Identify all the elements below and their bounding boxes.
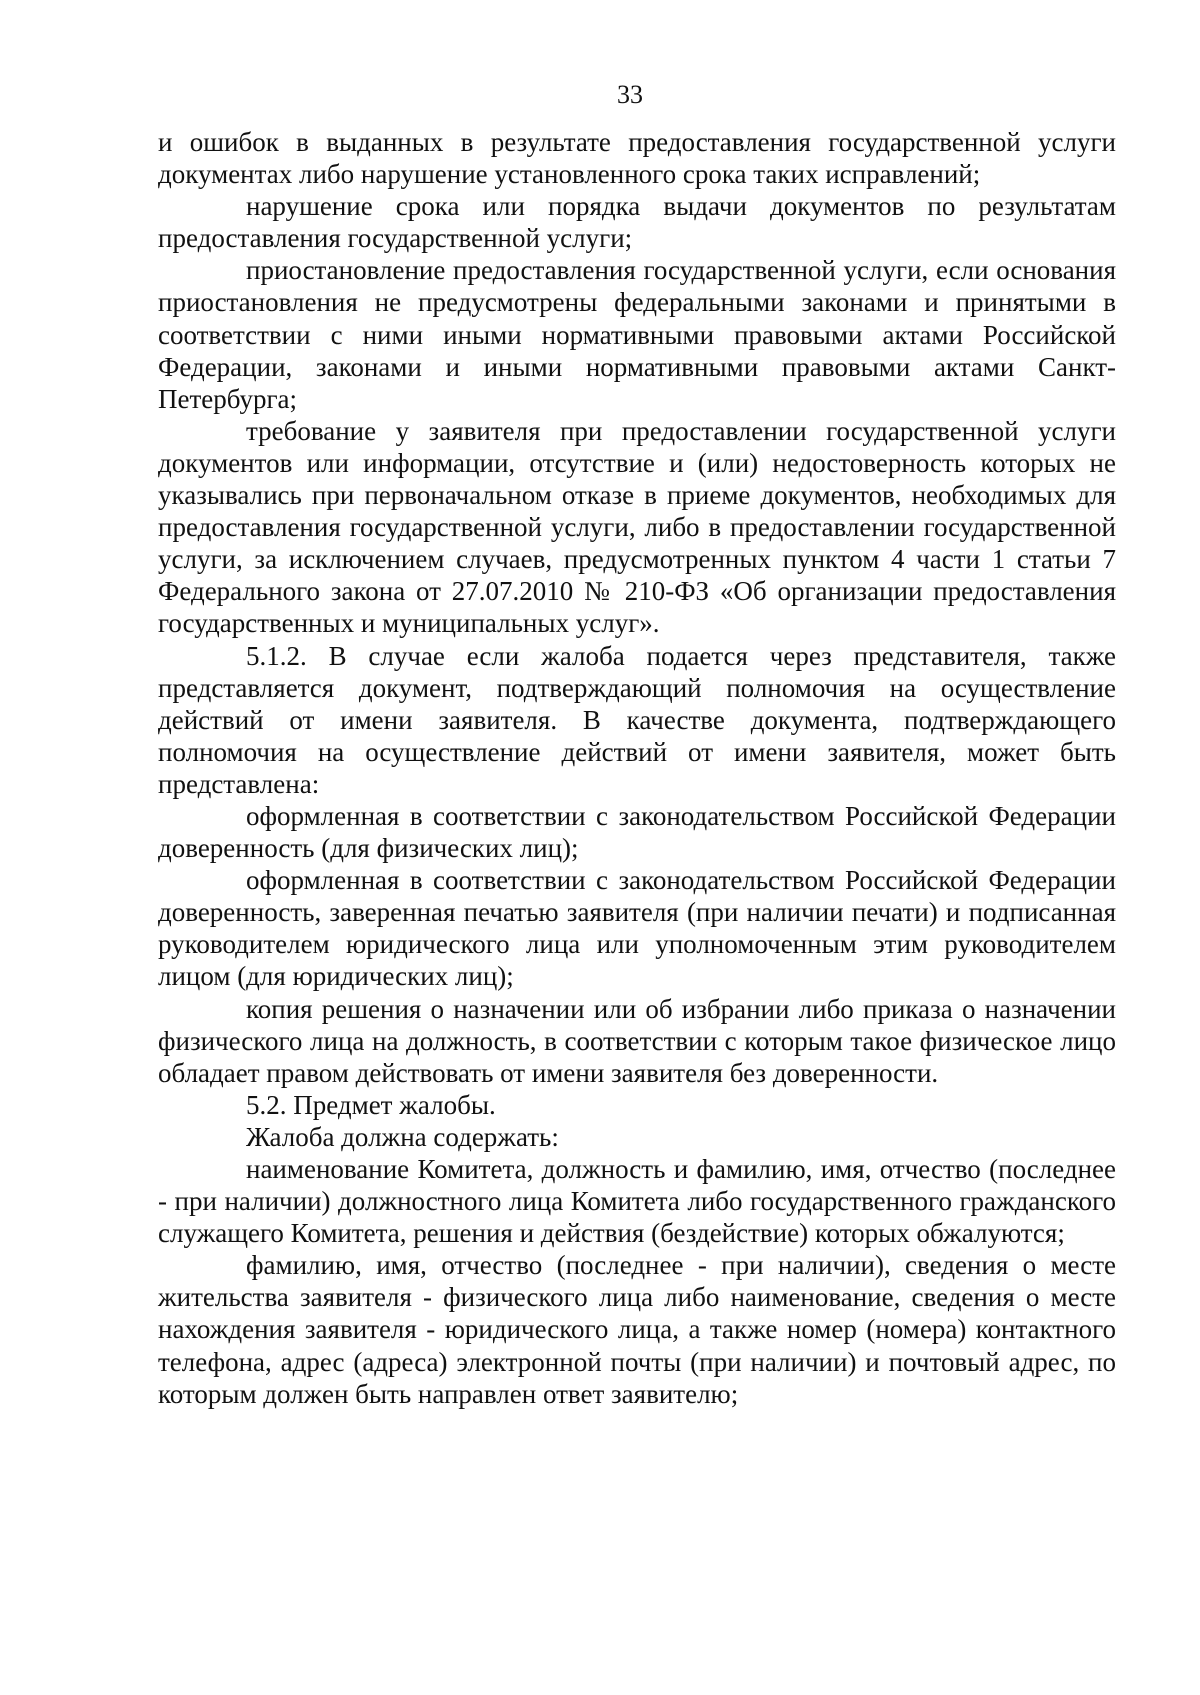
paragraph-7: оформленная в соответствии с законодательством Российской Федерации доверенность, заверенная печатью заявителя (при наличии печати) и подписанная руководителем юридического лица или уполномоченным этим руководителем лицом (для юридических лиц); — [158, 865, 1116, 992]
paragraph-12: фамилию, имя, отчество (последнее - при наличии), сведения о месте жительства заявителя - физического лица либо наименование, сведения о месте нахождения заявителя - юридического лица, а также номер (номера) контактного телефона, адрес (адреса) электронной почты (при наличии) и почтовый адрес, по которым должен быть направлен ответ заявителю; — [158, 1250, 1116, 1409]
paragraph-10: Жалоба должна содержать: — [246, 1121, 559, 1152]
document-body — [158, 126, 1116, 1410]
paragraph-3: приостановление предоставления государственной услуги, если основания приостановления не предусмотрены федеральными законами и принятыми в соответствии с ними иными нормативными правовыми актами Российской Федерации, законами и иными нормативными правовыми актами Санкт-Петербурга; — [158, 255, 1116, 414]
paragraph-11: наименование Комитета, должность и фамилию, имя, отчество (последнее - при наличии) должностного лица Комитета либо государственного гражданского служащего Комитета, решения и действия (бездействие) которых обжалуются; — [158, 1154, 1116, 1249]
paragraph-1: и ошибок в выданных в результате предоставления государственной услуги документах либо нарушение установленного срока таких исправлений; — [158, 127, 1116, 190]
section-heading-5-2: 5.2. Предмет жалобы. — [246, 1089, 496, 1120]
page-number: 33 — [617, 80, 643, 109]
paragraph-5: 5.1.2. В случае если жалоба подается через представителя, также представляется документ, подтверждающий полномочия на осуществление действий от имени заявителя. В качестве документа, подтверждающего полномочия на осуществление действий от имени заявителя, может быть представлена: — [158, 640, 1116, 799]
paragraph-8: копия решения о назначении или об избрании либо приказа о назначении физического лица на должность, в соответствии с которым такое физическое лицо обладает правом действовать от имени заявителя без доверенности. — [158, 993, 1116, 1088]
paragraph-6: оформленная в соответствии с законодательством Российской Федерации доверенность (для физических лиц); — [158, 800, 1116, 864]
paragraph-4: требование у заявителя при предоставлении государственной услуги документов или информации, отсутствие и (или) недостоверность которых не указывались при первоначальном отказе в приеме документов, необходимых для предоставления государственной услуги, либо в предоставлении государственной услуги, за исключением случаев, предусмотренных пунктом 4 части 1 статьи 7 Федерального закона от 27.07.2010 № 210-ФЗ «Об организации предоставления государственных и муниципальных услуг». — [158, 415, 1116, 639]
paragraph-2: нарушение срока или порядка выдачи документов по результатам предоставления государственной услуги; — [158, 191, 1116, 254]
